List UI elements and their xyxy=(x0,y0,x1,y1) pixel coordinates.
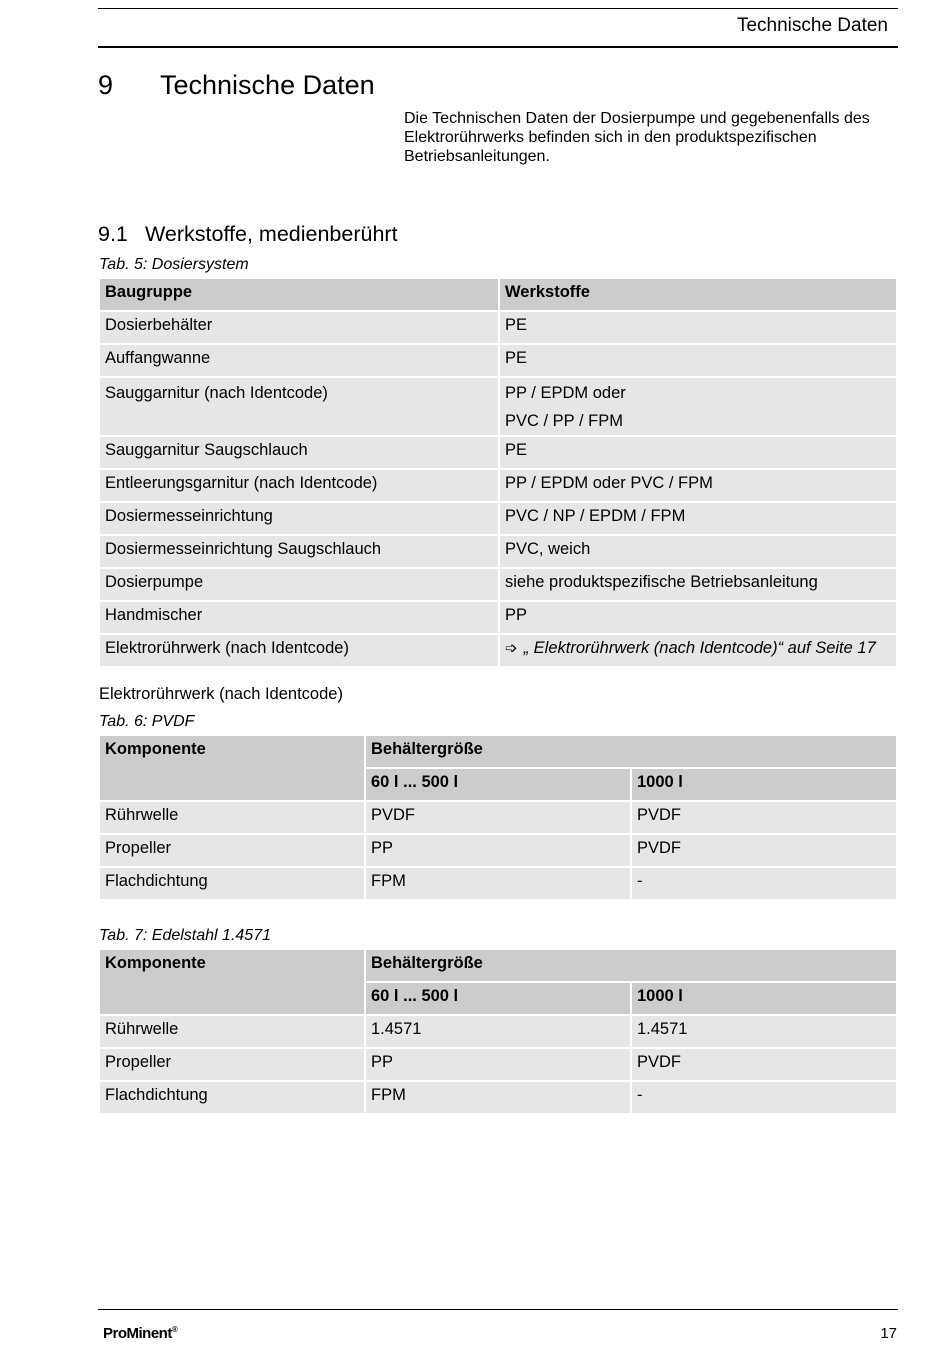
column-header-behaeltergroesse: Behältergröße xyxy=(366,950,896,981)
footer-rule xyxy=(98,1309,898,1310)
header-bottom-rule xyxy=(98,46,898,48)
table-row xyxy=(100,378,896,435)
cell-large: - xyxy=(632,1082,896,1113)
table-row xyxy=(100,1016,896,1047)
cell-large: PVDF xyxy=(632,802,896,833)
cell-component: Dosiermesseinrichtung xyxy=(100,503,498,534)
cell-component: Rührwelle xyxy=(100,802,364,833)
page-number: 17 xyxy=(880,1325,897,1342)
table-row xyxy=(100,536,896,567)
table-row xyxy=(100,635,896,666)
intro-paragraph: Die Technischen Daten der Dosierpumpe und gegebenenfalls des Elektrorührwerks befinden sich in den produktspezifischen Betriebsanleitungen. xyxy=(404,110,870,165)
column-header-size-large: 1000 l xyxy=(632,983,896,1014)
cell-small: PP xyxy=(366,835,630,866)
table-row xyxy=(100,802,896,833)
cell-component: Propeller xyxy=(100,835,364,866)
column-header-werkstoffe: Werkstoffe xyxy=(500,279,896,310)
subheading-elektroruehrwerk: Elektrorührwerk (nach Identcode) xyxy=(99,685,343,703)
table7-caption: Tab. 7: Edelstahl 1.4571 xyxy=(99,927,271,944)
cell-material xyxy=(500,378,896,435)
cell-component: Auffangwanne xyxy=(100,345,498,376)
logo-pro: Pro xyxy=(103,1325,127,1342)
cross-reference-link[interactable] xyxy=(500,635,896,666)
table-row xyxy=(100,602,896,633)
cell-component: Elektrorührwerk (nach Identcode) xyxy=(100,635,498,666)
table-row xyxy=(100,835,896,866)
cell-small: FPM xyxy=(366,868,630,899)
column-header-size-small: 60 l ... 500 l xyxy=(366,983,630,1014)
section-number: 9.1 xyxy=(98,222,128,246)
table-row xyxy=(100,437,896,468)
column-header-behaeltergroesse: Behältergröße xyxy=(366,736,896,767)
cell-large: - xyxy=(632,868,896,899)
cell-component: Sauggarnitur (nach Identcode) xyxy=(100,378,498,435)
cell-component: Dosiermesseinrichtung Saugschlauch xyxy=(100,536,498,567)
cell-component: Entleerungsgarnitur (nach Identcode) xyxy=(100,470,498,501)
cell-small: PP xyxy=(366,1049,630,1080)
logo-registered-mark: ® xyxy=(171,1325,178,1334)
chapter-heading xyxy=(98,70,375,101)
cell-component: Dosierpumpe xyxy=(100,569,498,600)
cell-large: PVDF xyxy=(632,1049,896,1080)
table-row xyxy=(100,868,896,899)
cell-component: Rührwelle xyxy=(100,1016,364,1047)
header-top-rule xyxy=(98,8,898,9)
table-header-row xyxy=(100,950,896,981)
column-header-size-large: 1000 l xyxy=(632,769,896,800)
table-row xyxy=(100,312,896,343)
cell-material: PVC / NP / EPDM / FPM xyxy=(500,503,896,534)
cell-material: PE xyxy=(500,345,896,376)
table-row xyxy=(100,345,896,376)
cross-reference-text[interactable]: „ Elektrorührwerk (nach Identcode)“ auf Seite 17 xyxy=(523,639,876,657)
cell-component: Flachdichtung xyxy=(100,1082,364,1113)
section-title: Werkstoffe, medienberührt xyxy=(145,222,398,246)
column-header-size-small: 60 l ... 500 l xyxy=(366,769,630,800)
table6-caption: Tab. 6: PVDF xyxy=(99,713,195,730)
cell-small: FPM xyxy=(366,1082,630,1113)
logo-minent: Minent xyxy=(126,1325,172,1342)
cell-material: PP xyxy=(500,602,896,633)
table5-caption: Tab. 5: Dosiersystem xyxy=(99,256,249,273)
table-row xyxy=(100,569,896,600)
column-header-baugruppe: Baugruppe xyxy=(100,279,498,310)
table-row xyxy=(100,470,896,501)
cell-material: PVC, weich xyxy=(500,536,896,567)
prominent-logo xyxy=(103,1325,177,1342)
table-row xyxy=(100,1049,896,1080)
cross-reference-arrow-icon: ➩ xyxy=(505,640,518,657)
cell-small: PVDF xyxy=(366,802,630,833)
cell-component: Dosierbehälter xyxy=(100,312,498,343)
table-dosiersystem xyxy=(98,277,898,668)
cell-component: Handmischer xyxy=(100,602,498,633)
table-row xyxy=(100,503,896,534)
table-header-row xyxy=(100,279,896,310)
cell-material: siehe produktspezifische Betriebsanleitung xyxy=(500,569,896,600)
cell-small: 1.4571 xyxy=(366,1016,630,1047)
column-header-komponente: Komponente xyxy=(100,950,364,1014)
table-edelstahl xyxy=(98,948,898,1115)
material-line-1: PP / EPDM oder xyxy=(505,384,626,402)
cell-component: Flachdichtung xyxy=(100,868,364,899)
cell-material: PE xyxy=(500,312,896,343)
column-header-komponente: Komponente xyxy=(100,736,364,800)
material-line-2: PVC / PP / FPM xyxy=(505,412,623,430)
cell-component: Sauggarnitur Saugschlauch xyxy=(100,437,498,468)
section-heading xyxy=(98,222,398,247)
cell-large: PVDF xyxy=(632,835,896,866)
table-pvdf xyxy=(98,734,898,901)
chapter-title: Technische Daten xyxy=(160,70,375,100)
cell-material: PP / EPDM oder PVC / FPM xyxy=(500,470,896,501)
table-row xyxy=(100,1082,896,1113)
running-header-title: Technische Daten xyxy=(736,15,888,36)
table-header-row xyxy=(100,736,896,767)
cell-component: Propeller xyxy=(100,1049,364,1080)
cell-large: 1.4571 xyxy=(632,1016,896,1047)
chapter-number: 9 xyxy=(98,70,114,100)
cell-material: PE xyxy=(500,437,896,468)
